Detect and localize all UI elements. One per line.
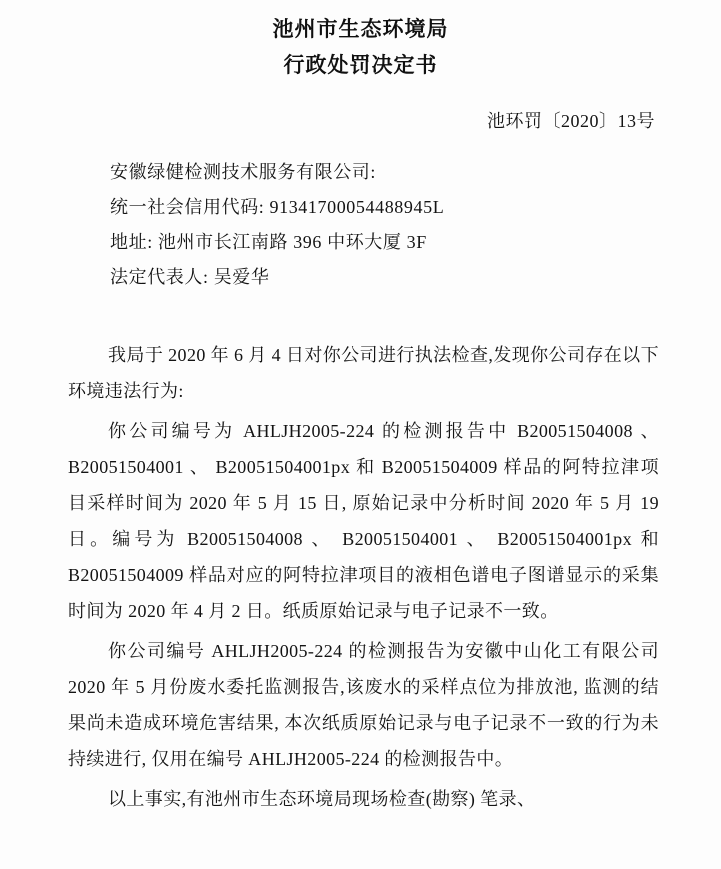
paragraph-violation-details: 你公司编号为 AHLJH2005-224 的检测报告中 B20051504008 、 B20051504001 、 B20051504001px 和 B20051504009 样品的阿特拉津项目采样时间为 2020 年 5 月 15 日, 原始记录中分析时间 2020 年 5 月 19 日。编号为 B20051504008 、 B20051504001 、 B20051504001px 和 B20051504009 样品对应的阿特拉津项目的液相色谱电子图谱显示的采集时间为 2020 年 4 月 2 日。纸质原始记录与电子记录不一致。 (68, 421, 659, 622)
addressee-legal-representative: 法定代表人: 吴爱华 (110, 267, 270, 288)
paragraph-evidence: 以上事实,有池州市生态环境局现场检查(勘察) 笔录、 (108, 789, 536, 810)
paragraph-report-context: 你公司编号 AHLJH2005-224 的检测报告为安徽中山化工有限公司 2020 年 5 月份废水委托监测报告,该废水的采样点位为排放池, 监测的结果尚未造成环境危害结果, 本次纸质原始记录与电子记录不一致的行为未持续进行, 仅用在编号 AHLJH2005-224 的检测报告中。 (68, 641, 659, 770)
document-number: 池环罚〔2020〕13号 (487, 110, 655, 131)
addressee-credit-code: 统一社会信用代码: 91341700054488945L (110, 196, 445, 217)
addressee-company: 安徽绿健检测技术服务有限公司: (110, 161, 376, 182)
block-spacer (0, 295, 721, 311)
addressee-address: 地址: 池州市长江南路 396 中环大厦 3F (110, 232, 427, 253)
paragraph-inspection: 我局于 2020 年 6 月 4 日对你公司进行执法检查,发现你公司存在以下环境违法行为: (68, 345, 659, 402)
document-body (0, 337, 721, 817)
page-subtitle: 行政处罚决定书 (283, 53, 438, 78)
page-title: 池州市生态环境局 (272, 17, 449, 41)
addressee-block (0, 155, 721, 295)
